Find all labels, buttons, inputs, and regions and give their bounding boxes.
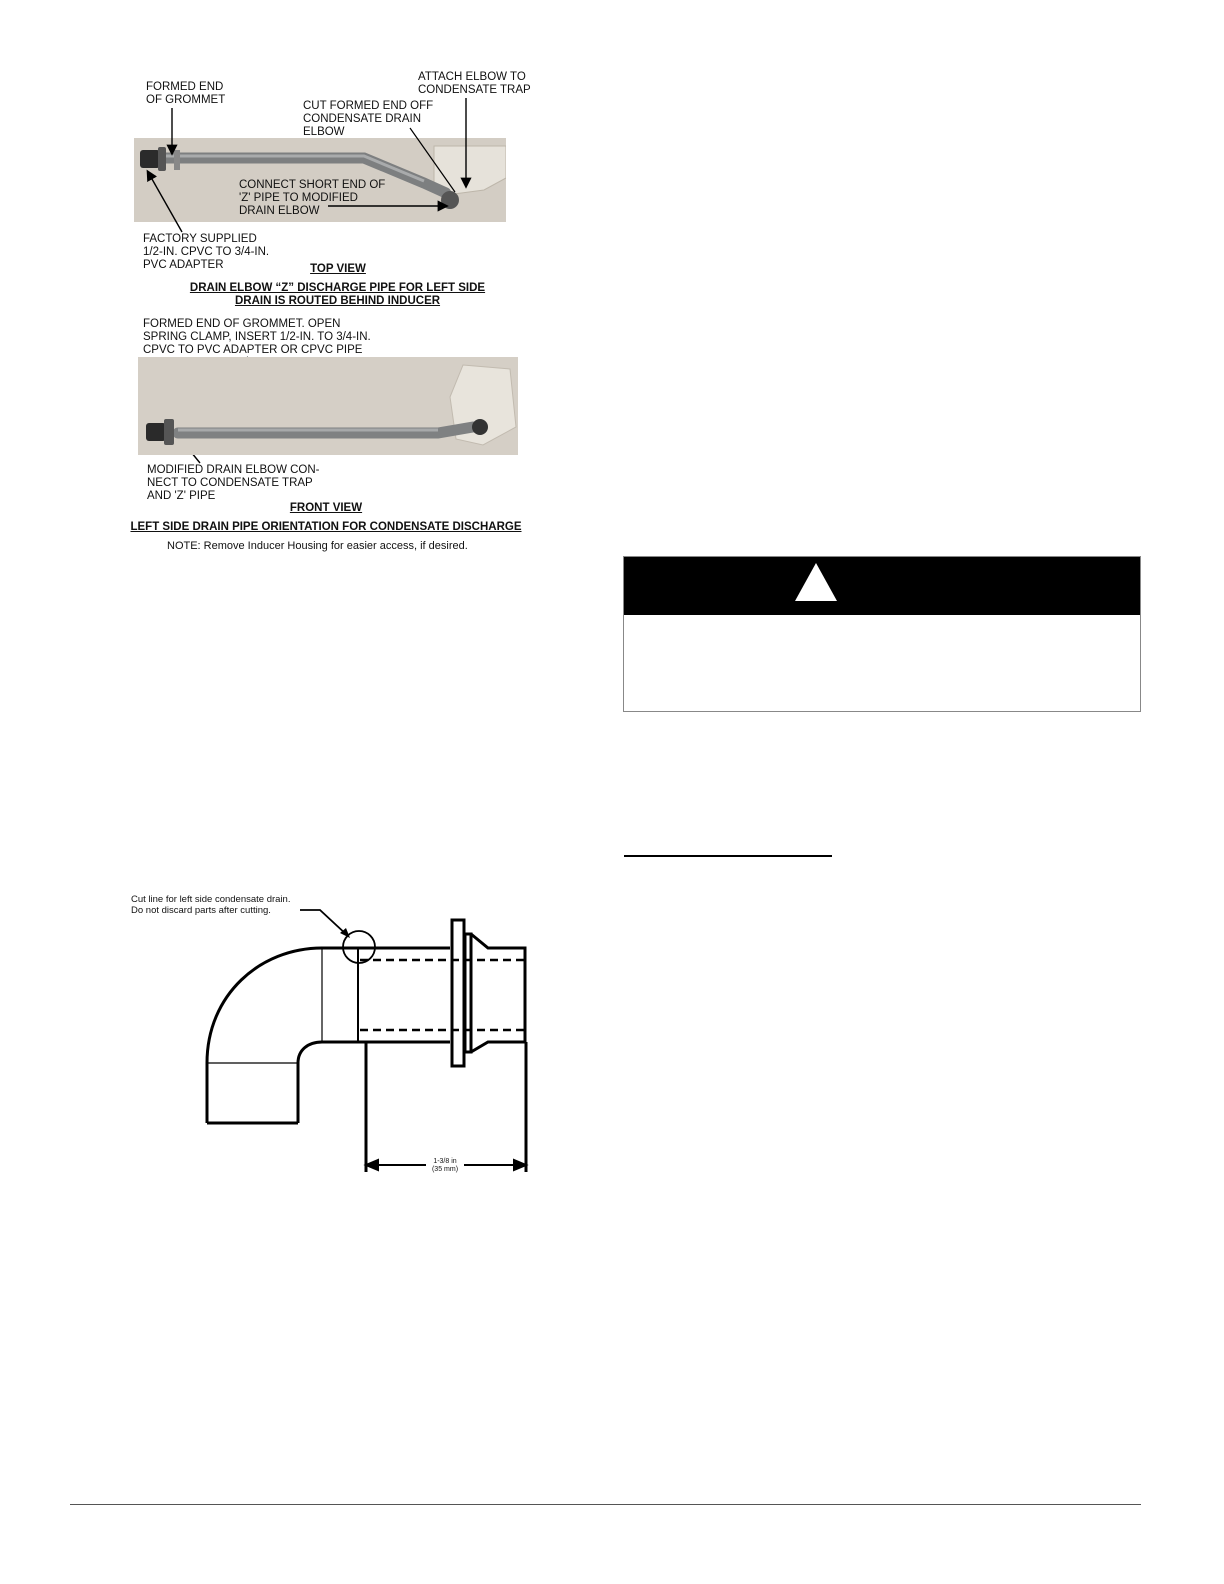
dimension-label: 1-3/8 in (35 mm) xyxy=(431,1158,459,1173)
label-connect-short-end: CONNECT SHORT END OF 'Z' PIPE TO MODIFIED DRAIN ELBOW xyxy=(239,179,386,217)
warning-triangle-icon xyxy=(793,561,839,603)
label-formed-end-of-grommet: FORMED END OF GROMMET xyxy=(146,81,226,106)
caption-top-view: TOP VIEW xyxy=(310,263,366,275)
label-attach-elbow: ATTACH ELBOW TO CONDENSATE TRAP xyxy=(418,71,531,96)
caption-z-discharge-pipe: DRAIN ELBOW “Z” DISCHARGE PIPE FOR LEFT SIDE DRAIN IS ROUTED BEHIND INDUCER xyxy=(189,282,486,307)
label-cut-line: Cut line for left side condensate drain. Do not discard parts after cutting. xyxy=(131,894,291,916)
label-factory-supplied-adapter: FACTORY SUPPLIED 1/2-IN. CPVC TO 3/4-IN. PVC ADAPTER xyxy=(143,233,270,271)
caption-front-view: FRONT VIEW xyxy=(289,502,363,514)
label-modified-drain-elbow: MODIFIED DRAIN ELBOW CON- NECT TO CONDENSATE TRAP AND 'Z' PIPE xyxy=(147,464,320,502)
footer-rule xyxy=(70,1504,1141,1505)
note-remove-inducer-housing: NOTE: Remove Inducer Housing for easier access, if desired. xyxy=(167,540,468,552)
caption-left-side-drain-orientation: LEFT SIDE DRAIN PIPE ORIENTATION FOR CONDENSATE DISCHARGE xyxy=(130,521,522,533)
front-view-photo xyxy=(138,357,518,455)
warning-box xyxy=(623,556,1141,712)
pipe-front-illustration xyxy=(138,357,518,455)
warning-header xyxy=(624,557,1140,615)
label-cut-formed-end: CUT FORMED END OFF CONDENSATE DRAIN ELBOW xyxy=(303,100,434,138)
label-formed-end-open-clamp: FORMED END OF GROMMET. OPEN SPRING CLAMP, INSERT 1/2-IN. TO 3/4-IN. CPVC TO PVC ADAPTER OR CPVC PIPE xyxy=(143,318,371,356)
section-heading-rule xyxy=(624,855,832,857)
cut-line-leader xyxy=(290,900,370,960)
